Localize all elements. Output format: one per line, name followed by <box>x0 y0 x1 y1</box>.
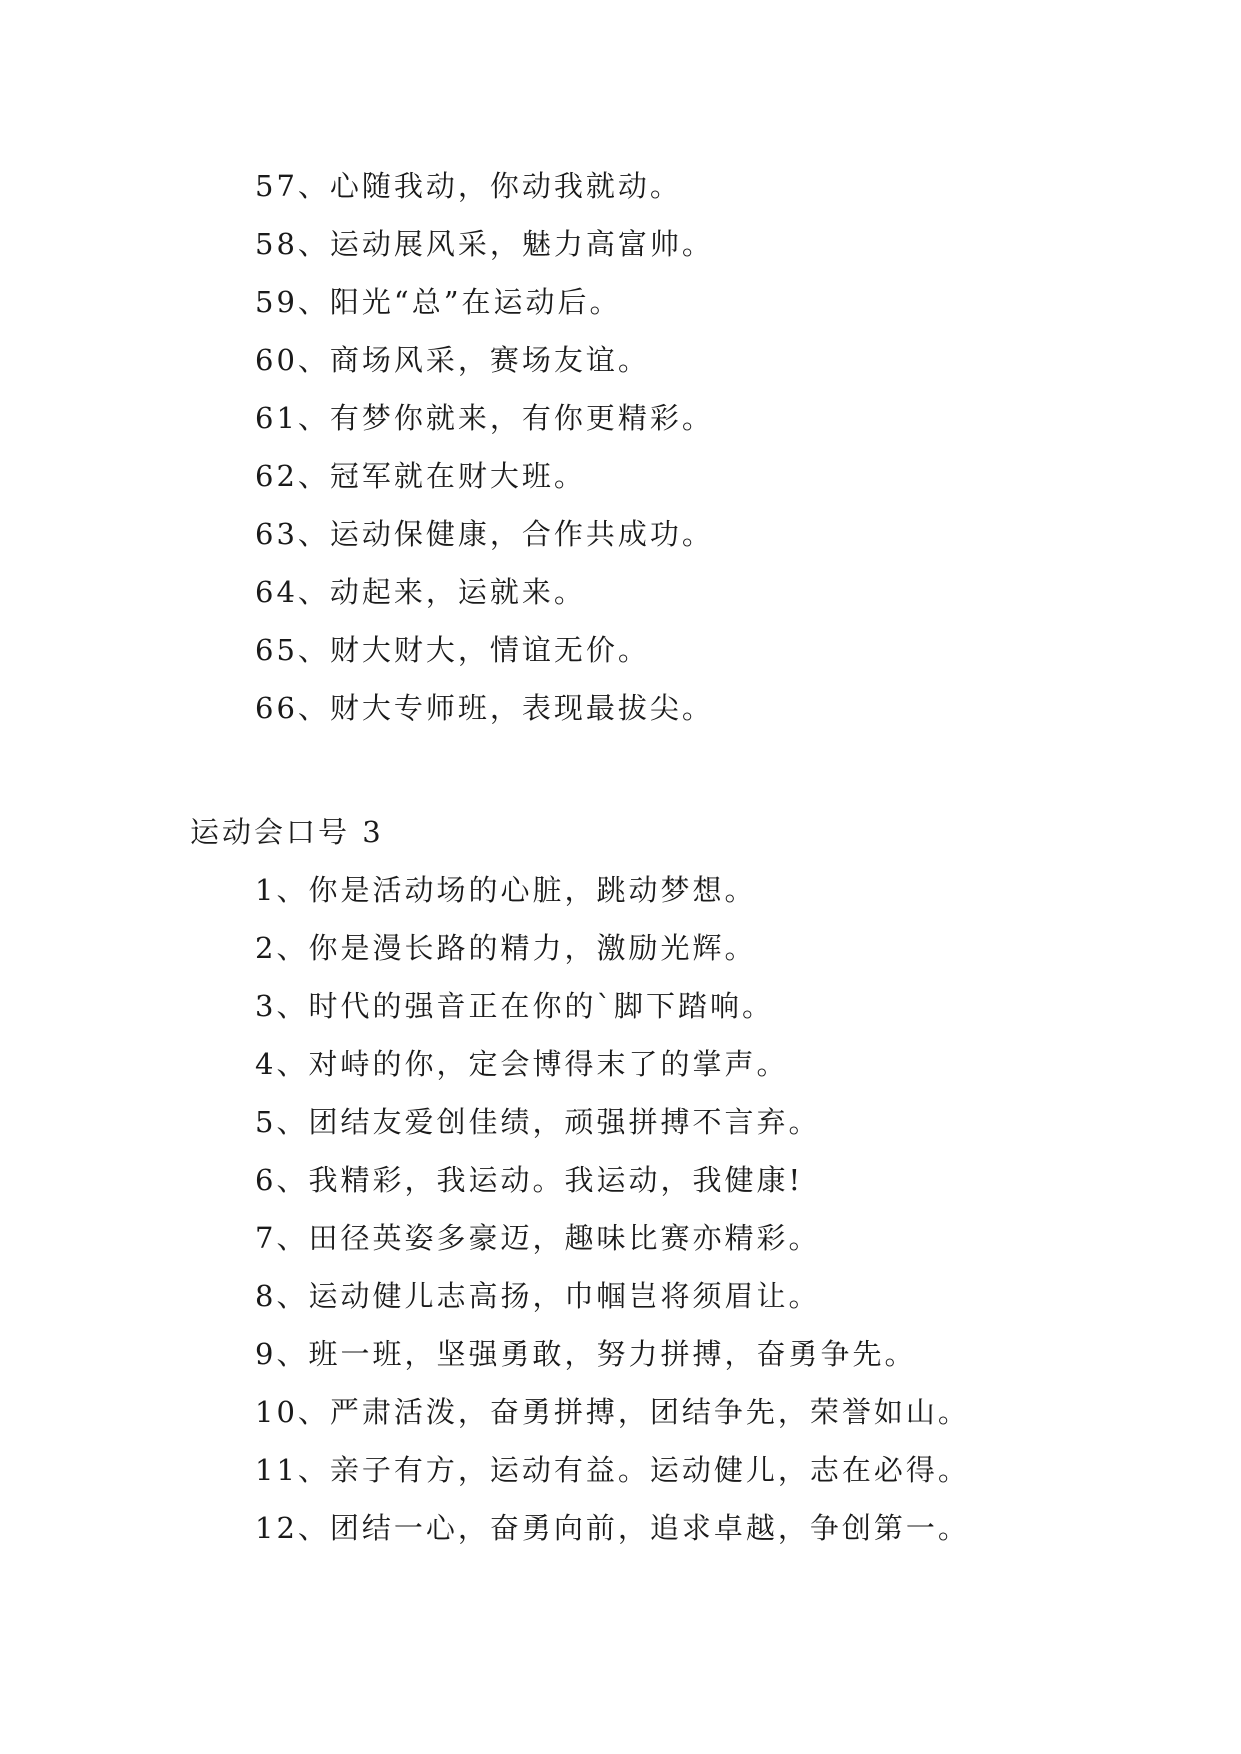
list-item: 7、田径英姿多豪迈，趣味比赛亦精彩。 <box>255 1221 821 1255</box>
list-item: 12、团结一心，奋勇向前，追求卓越，争创第一。 <box>255 1511 970 1545</box>
list-item: 10、严肃活泼，奋勇拼搏，团结争先，荣誉如山。 <box>255 1395 970 1429</box>
list-item: 2、你是漫长路的精力，激励光辉。 <box>255 931 757 965</box>
list-item: 61、有梦你就来，有你更精彩。 <box>255 401 714 435</box>
list-item: 58、运动展风采，魅力高富帅。 <box>255 227 714 261</box>
slogan-list-section-3 <box>255 861 970 1557</box>
list-item: 8、运动健儿志高扬，巾帼岂将须眉让。 <box>255 1279 821 1313</box>
list-item: 1、你是活动场的心脏，跳动梦想。 <box>255 873 757 907</box>
list-item: 66、财大专师班，表现最拔尖。 <box>255 691 714 725</box>
list-item: 3、时代的强音正在你的`脚下踏响。 <box>255 989 774 1023</box>
section-heading: 运动会口号 3 <box>190 815 384 849</box>
list-item: 11、亲子有方，运动有益。运动健儿，志在必得。 <box>255 1453 970 1487</box>
list-item: 64、动起来，运就来。 <box>255 575 586 609</box>
list-item: 57、心随我动，你动我就动。 <box>255 169 682 203</box>
list-item: 9、班一班，坚强勇敢，努力拼搏，奋勇争先。 <box>255 1337 917 1371</box>
list-item: 63、运动保健康，合作共成功。 <box>255 517 714 551</box>
list-item: 59、阳光“总”在运动后。 <box>255 285 622 319</box>
list-item: 62、冠军就在财大班。 <box>255 459 586 493</box>
list-item: 4、对峙的你，定会博得末了的掌声。 <box>255 1047 789 1081</box>
list-item: 60、商场风采，赛场友谊。 <box>255 343 650 377</box>
list-item: 65、财大财大，情谊无价。 <box>255 633 650 667</box>
list-item: 6、我精彩，我运动。我运动，我健康! <box>255 1163 804 1197</box>
list-item: 5、团结友爱创佳绩，顽强拼搏不言弃。 <box>255 1105 821 1139</box>
slogan-list-continued <box>255 157 714 737</box>
